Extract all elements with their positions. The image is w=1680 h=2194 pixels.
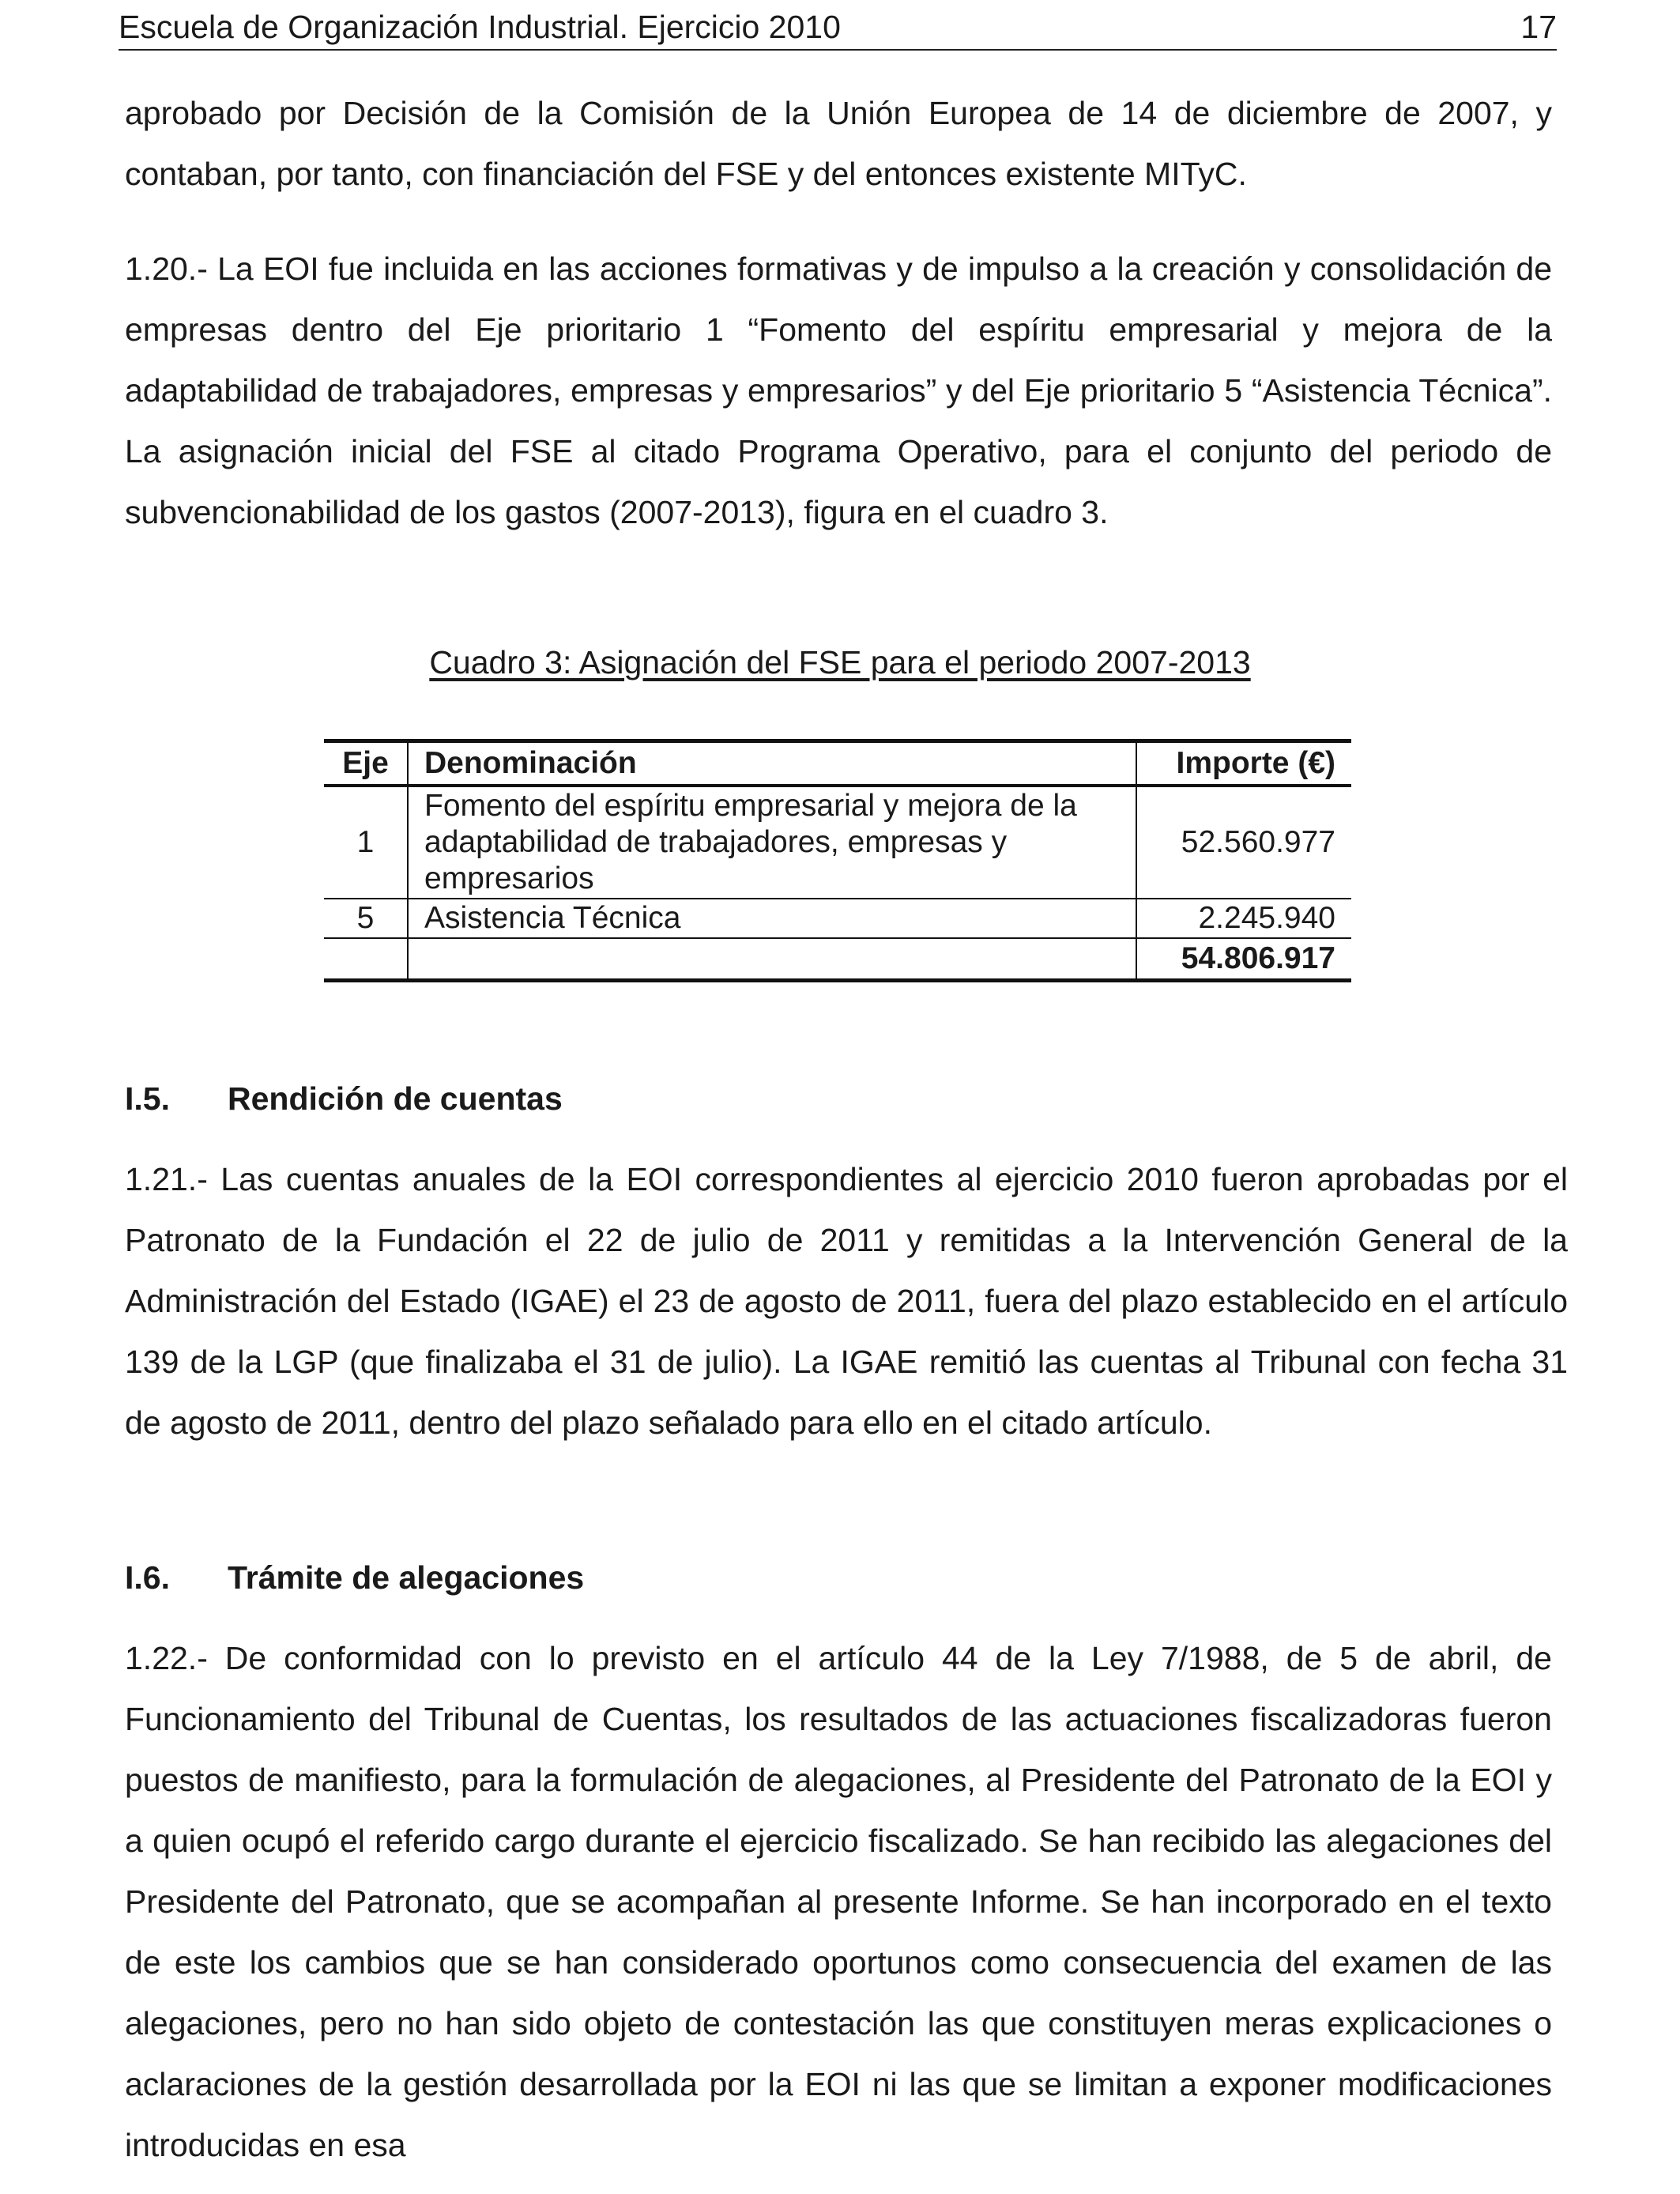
page-header: [119, 5, 1557, 51]
table-total-row: [324, 938, 1351, 981]
cell-denominacion: Asistencia Técnica: [408, 899, 1136, 938]
cell-total-empty: [324, 938, 408, 981]
header-denominacion: Denominación: [408, 741, 1136, 786]
header-eje: Eje: [324, 741, 408, 786]
paragraph-1-20: 1.20.- La EOI fue incluida en las acciones formativas y de impulso a la creación y consolidación de empresas dentro del Eje prioritario 1 “Fomento del espíritu empresarial y mejora de la adaptabilidad de trabajadores, empresas y empresarios” y del Eje prioritario 5 “Asistencia Técnica”. La asignación inicial del FSE al citado Programa Operativo, para el conjunto del periodo de subvencionabilidad de los gastos (2007-2013), figura en el cuadro 3.: [125, 251, 1552, 530]
table-row: [324, 786, 1351, 899]
paragraph-1-22: 1.22.- De conformidad con lo previsto en el artículo 44 de la Ley 7/1988, de 5 de abril, de Funcionamiento del Tribunal de Cuentas, los resultados de las actuaciones fiscalizadoras fueron puestos de manifiesto, para la formulación de alegaciones, al Presidente del Patronato de la EOI y a quien ocupó el referido cargo durante el ejercicio fiscalizado. Se han recibido las alegaciones del Presidente del Patronato, que se acompañan al presente Informe. Se han incorporado en el texto de este los cambios que se han considerado oportunos como consecuencia del examen de las alegaciones, pero no han sido objeto de contestación las que constituyen meras explicaciones o aclaraciones de la gestión desarrollada por la EOI ni las que se limitan a exponer modificaciones introducidas en esa: [125, 1640, 1552, 2163]
section-number: I.5.: [125, 1080, 170, 1117]
section-heading-rendicion: [125, 1076, 563, 1121]
cell-total-value: 54.806.917: [1136, 938, 1351, 981]
cell-denominacion: Fomento del espíritu empresarial y mejora de la adaptabilidad de trabajadores, empresas y empresarios: [408, 786, 1136, 899]
table-row: [324, 899, 1351, 938]
cell-importe: 52.560.977: [1136, 786, 1351, 899]
page-number: 17: [1520, 9, 1557, 45]
section-title: Rendición de cuentas: [228, 1080, 563, 1117]
table-caption: [0, 640, 1680, 684]
table-header-row: [324, 741, 1351, 786]
section-heading-alegaciones: [125, 1555, 584, 1600]
section-title: Trámite de alegaciones: [228, 1559, 585, 1596]
table-caption-text: Cuadro 3: Asignación del FSE para el periodo 2007-2013: [429, 644, 1251, 680]
header-title: Escuela de Organización Industrial. Ejercicio 2010: [119, 9, 841, 45]
fse-allocation-table: [324, 739, 1351, 982]
cell-total-empty: [408, 938, 1136, 981]
cell-importe: 2.245.940: [1136, 899, 1351, 938]
header-importe: Importe (€): [1136, 741, 1351, 786]
cell-eje: 1: [324, 786, 408, 899]
cell-eje: 5: [324, 899, 408, 938]
paragraph-1-21: 1.21.- Las cuentas anuales de la EOI correspondientes al ejercicio 2010 fueron aprobadas por el Patronato de la Fundación el 22 de julio de 2011 y remitidas a la Intervención General de la Administración del Estado (IGAE) el 23 de agosto de 2011, fuera del plazo establecido en el artículo 139 de la LGP (que finalizaba el 31 de julio). La IGAE remitió las cuentas al Tribunal con fecha 31 de agosto de 2011, dentro del plazo señalado para ello en el citado artículo.: [125, 1161, 1568, 1441]
paragraph-intro: aprobado por Decisión de la Comisión de la Unión Europea de 14 de diciembre de 2007, y contaban, por tanto, con financiación del FSE y del entonces existente MITyC.: [125, 95, 1552, 192]
section-number: I.6.: [125, 1559, 170, 1596]
